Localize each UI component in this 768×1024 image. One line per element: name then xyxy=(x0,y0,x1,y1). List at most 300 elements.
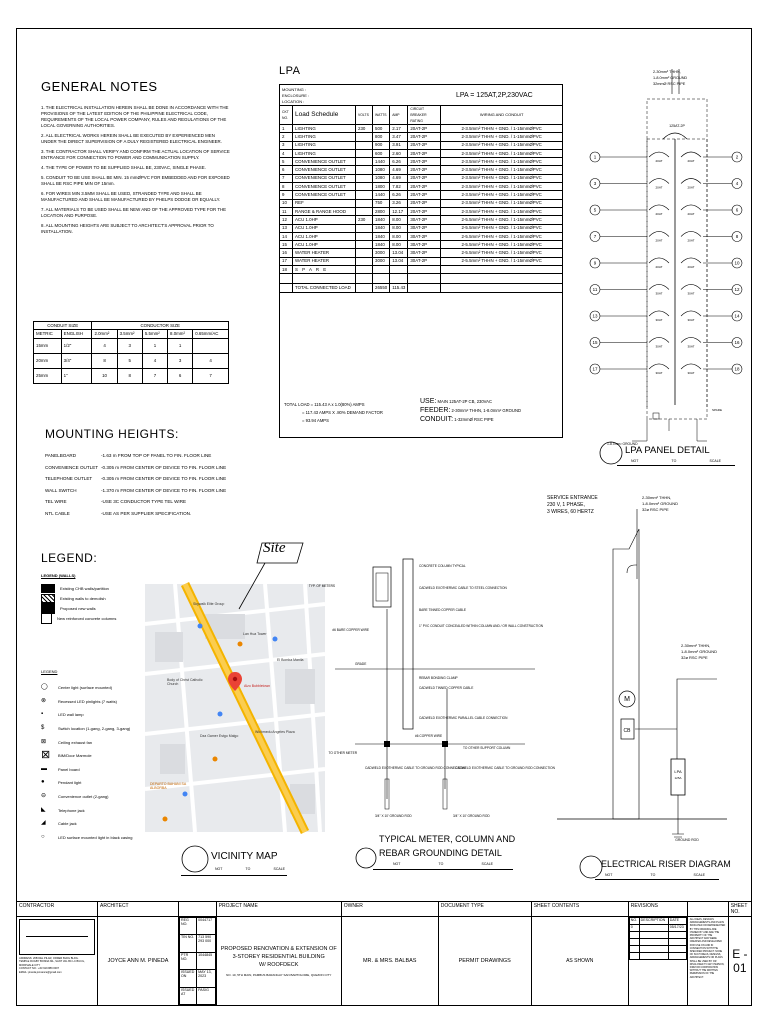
pinlight-icon: ⊗ xyxy=(41,697,47,704)
lpa-sub-label: 125A xyxy=(674,776,682,780)
legend-electrical-item xyxy=(41,722,151,736)
table-cell xyxy=(356,266,373,274)
col-volts: VOLTS xyxy=(356,106,373,125)
mounting-row xyxy=(45,488,255,500)
table-cell: 1 xyxy=(142,338,167,353)
breaker-rating: 30AT xyxy=(687,291,695,296)
grounding-label: 3/4" X 10' GROUND ROD xyxy=(453,814,490,818)
sheet-no-label: SHEET NO. xyxy=(728,902,751,917)
table-cell: 20AT-2P xyxy=(408,141,441,149)
tin-label: TIN NO. xyxy=(180,935,197,952)
table-cell: 2-3.5mm² THHN + GND. / 1-15mmØPVC xyxy=(441,199,563,207)
table-cell: REF xyxy=(293,199,356,207)
table-cell: S P A R E xyxy=(293,266,356,274)
legend-electrical-label: Convenience outlet (2-gang) xyxy=(58,794,109,800)
table-cell: 2-5.5mm² THHN + GND. / 1-15mmØPVC xyxy=(441,249,563,257)
grounding-label: CADWELD EXOTHERMIC CABLE TO GROUND ROD CONNECTION xyxy=(365,766,465,770)
table-cell: CONVENIENCE OUTLET xyxy=(293,191,356,199)
table-cell: 800 xyxy=(373,133,390,141)
col-load: Load Schedule xyxy=(293,106,356,125)
table-cell: 3.47 xyxy=(390,133,408,141)
table-cell: 2-3.5mm² THHN + GND. / 1-15mmØPVC xyxy=(441,191,563,199)
architect-name: JOYCE ANN M. PINEDA xyxy=(98,917,179,1006)
breaker-rating: 30AT xyxy=(687,344,695,349)
mounting-item-value: -0.305 m FROM CENTER OF DEVICE TO FIN. FLOOR LINE xyxy=(101,464,227,470)
col-watts: WATTS xyxy=(373,106,390,125)
conduit-col-header: 3.5mm² xyxy=(117,330,142,338)
grounding-label: 1" PVC CONDUIT CONCEALED WITHIN COLUMN AND / OR WALL CONSTRUCTION xyxy=(419,624,544,628)
legend-wall-item xyxy=(41,583,141,593)
table-row xyxy=(280,174,563,182)
legend-wall-item xyxy=(41,613,141,623)
mounting-item-label: WALL SWITCH xyxy=(45,487,77,493)
conduit-col-header: 8.0mm² xyxy=(168,330,193,338)
riser-title: ELECTRICAL RISER DIAGRAM xyxy=(601,859,731,869)
rev-0-no: 0 xyxy=(629,925,639,932)
legend-electrical-label: Recessed LED pinlights (7 watts) xyxy=(58,698,117,704)
conduit-value: 1-32mmØ RSC PIPE xyxy=(454,417,494,422)
table-row xyxy=(34,368,229,383)
ptr: 1044845 xyxy=(197,952,216,969)
table-cell: 17 xyxy=(280,257,293,265)
rev-0-date: 05/17/23 xyxy=(668,925,686,932)
table-cell: 3000 xyxy=(373,249,390,257)
center-light-icon: ◯ xyxy=(41,684,48,691)
load-calc-line: = 93.94 AMPS xyxy=(302,418,329,423)
mounting-row xyxy=(45,499,255,511)
circuit-number: 8 xyxy=(735,234,739,240)
general-note-item: 2. ALL ELECTRICAL WORKS HEREIN SHALL BE EXECUTED BY EXPERIENCED MEN UNDER THE DIRECT SUPERVISION OF A DULY REGISTERED ELECTRICAL ENGINEER. xyxy=(41,133,222,144)
table-cell xyxy=(356,199,373,207)
table-cell: 4.69 xyxy=(390,174,408,182)
table-cell: 30AT-2P xyxy=(408,249,441,257)
grounding-title-1: TYPICAL METER, COLUMN AND xyxy=(379,834,516,844)
table-cell: 15mm xyxy=(34,338,62,353)
issued-at-label: ISSUED AT xyxy=(180,987,197,1004)
circuit-number: 7 xyxy=(593,234,597,240)
grounding-label: GRADE xyxy=(355,662,367,666)
riser-top-note-line: 2-30mm² THHN, xyxy=(642,495,672,500)
table-cell: 600 xyxy=(373,149,390,157)
table-row xyxy=(280,191,563,199)
legend-electrical-item xyxy=(41,749,151,763)
table-cell: 3 xyxy=(117,338,142,353)
panel-top-note-line: 32mmØ RSC PIPE xyxy=(653,82,686,86)
general-notes-title: GENERAL NOTES xyxy=(41,79,158,94)
outlet-icon: ⊖ xyxy=(41,793,47,800)
breaker-rating: 20AT xyxy=(687,185,695,190)
table-cell: 2-5.5mm² THHN + GND. / 1-15mmØPVC xyxy=(441,241,563,249)
table-cell: 7 xyxy=(280,174,293,182)
lpa-location: LOCATION : xyxy=(282,99,305,104)
table-row xyxy=(34,353,229,368)
table-cell: 2-3.5mm² THHN + GND. / 1-15mmØPVC xyxy=(441,174,563,182)
col-ckt: CKT NO. xyxy=(280,106,293,125)
grounding-scale: NOT TO SCALE xyxy=(393,862,493,866)
conduit-col-header: 5.5mm² xyxy=(142,330,167,338)
title-block xyxy=(16,901,752,1006)
table-row xyxy=(280,241,563,249)
mounting-item-label: NTL CABLE xyxy=(45,510,70,516)
legend-electrical-label: LED surface mounted light in black casing xyxy=(58,834,133,840)
table-cell: 1080 xyxy=(373,166,390,174)
grounding-title-block xyxy=(373,831,516,870)
table-cell: 30AT-2P xyxy=(408,232,441,240)
table-cell: 1 xyxy=(280,125,293,133)
table-cell xyxy=(356,207,373,215)
reg-no: 0044717 xyxy=(197,918,216,935)
breaker-rating: 20AT xyxy=(687,265,695,269)
grounding-label: CADWELD EXOTHERMIC CABLE TO STEEL CONNECTION xyxy=(419,586,507,590)
breaker-rating: 30AT xyxy=(655,371,663,375)
contractor-address-line: EMAIL: pineda.jonnance@gmail.com xyxy=(19,970,62,974)
load-calc-line: TOTAL LOAD = 115.43 A x 1.0(80%) AMPS xyxy=(284,402,365,407)
breaker-rating: 20AT xyxy=(687,238,695,243)
table-cell xyxy=(356,133,373,141)
wall-swatch-icon xyxy=(41,584,55,593)
meter-label: M xyxy=(624,696,630,703)
architect-credentials xyxy=(179,917,216,1005)
table-cell: 4 xyxy=(142,353,167,368)
main-breaker-arc xyxy=(663,133,687,139)
table-row xyxy=(280,266,563,274)
table-cell: CONVENIENCE OUTLET xyxy=(293,174,356,182)
circuit-number: 10 xyxy=(734,260,740,266)
table-cell: 1/2" xyxy=(61,338,92,353)
table-cell: 18 xyxy=(280,266,293,274)
map-label: El Bomba Manila xyxy=(277,658,304,662)
map-label: Skywalk Elite Group xyxy=(193,602,225,606)
table-row xyxy=(280,166,563,174)
service-entrance-line: 230 V, 1 PHASE, xyxy=(547,502,585,508)
total-amp: 115.43 xyxy=(390,284,408,292)
table-cell: 15 xyxy=(280,241,293,249)
table-cell: 25mm xyxy=(34,368,62,383)
table-cell: 1800 xyxy=(373,183,390,191)
mounting-row xyxy=(45,511,255,523)
table-cell: ACU 1.0HP xyxy=(293,216,356,224)
table-row xyxy=(34,338,229,353)
circuit-number: 13 xyxy=(592,313,598,319)
legend-electrical-label: Center light (surface mounted) xyxy=(58,685,113,691)
table-cell: 20AT-2P xyxy=(408,125,441,133)
legend-electrical-label: Cable jack xyxy=(58,821,77,827)
table-cell: 4 xyxy=(92,338,117,353)
table-cell: CONVENIENCE OUTLET xyxy=(293,158,356,166)
project-line-2: 3-STOREY RESIDENTIAL BUILDING xyxy=(232,953,325,960)
table-cell xyxy=(390,266,408,274)
use-value: MAIN 125AT-2P CB, 230VAC xyxy=(437,399,492,404)
circuit-number: 12 xyxy=(734,287,740,293)
table-cell: 13 xyxy=(280,224,293,232)
feeder-label: FEEDER: xyxy=(420,407,451,414)
table-cell: 2-3.5mm² THHN + GND. / 1-15mmØPVC xyxy=(441,183,563,191)
table-cell: 5 xyxy=(280,158,293,166)
mounting-item-value: -1.63 m FROM TOP OF PANEL TO FIN. FLOOR LINE xyxy=(101,453,212,458)
owner-label: OWNER xyxy=(341,902,438,917)
table-cell: 13.04 xyxy=(390,249,408,257)
breaker-rating: 20AT xyxy=(655,265,663,269)
table-row xyxy=(280,216,563,224)
circuit-number: 1 xyxy=(593,154,597,160)
spare-label: SPARE xyxy=(712,408,722,412)
issued-on-label: ISSUED ON xyxy=(180,970,197,987)
mounting-item-value: -USE 3C CONDUCTOR TYPE TEL WIRE xyxy=(101,499,187,504)
legend-title: LEGEND: xyxy=(41,551,98,565)
conduit-col-header: 2.0mm² xyxy=(92,330,117,338)
breaker-rating: 20AT xyxy=(655,238,663,243)
total-watts: 26550 xyxy=(373,284,390,292)
drawing-sheet xyxy=(16,28,752,1006)
legend-walls-list xyxy=(41,583,141,623)
mounting-item-value: -USE AS PER SUPPLIER SPECIFICATION. xyxy=(101,510,192,516)
table-cell: 20AT-2P xyxy=(408,166,441,174)
table-cell: 13.04 xyxy=(390,257,408,265)
cb-label: CB xyxy=(623,728,631,734)
sheet-contents: AS SHOWN xyxy=(531,917,628,1006)
revisions-label: REVISIONS xyxy=(628,902,687,917)
architect-label: ARCHITECT xyxy=(98,902,179,917)
table-cell: CONVENIENCE OUTLET xyxy=(293,183,356,191)
grounding-detail-diagram xyxy=(308,529,555,829)
breaker-rating: 20AT xyxy=(655,185,663,190)
table-cell xyxy=(356,232,373,240)
circuit-number: 2 xyxy=(735,154,739,160)
table-cell: 1840 xyxy=(373,241,390,249)
exhaust-fan-icon: ⊠ xyxy=(41,738,47,745)
breaker-rating: 30AT xyxy=(687,318,695,322)
table-cell xyxy=(356,149,373,157)
table-row xyxy=(280,158,563,166)
table-cell: RANGE & RANGE HOOD xyxy=(293,207,356,215)
rev-date-label: DATE xyxy=(668,918,686,925)
ground-rod-label: GROUND ROD xyxy=(675,838,699,842)
breaker-rating: 30AT xyxy=(655,344,663,349)
map-label: Dza Gamer Estgo Malgo xyxy=(200,734,239,738)
grounding-label: CADWELD EXOTHERMIC CABLE TO GROUND ROD CONNECTION xyxy=(455,766,555,770)
reg-no-label: REG NO. xyxy=(180,918,197,935)
map-label: DEPARTO BAHANI SA ALBORBA xyxy=(150,782,186,790)
table-row xyxy=(280,125,563,133)
table-cell: LIGHTING xyxy=(293,141,356,149)
conduit-col-header: ENGLISH xyxy=(61,330,92,338)
table-cell xyxy=(193,338,229,353)
riser-top-note-line: 32ø RSC PIPE xyxy=(642,507,669,512)
issued-on: MAY 13, 2023 xyxy=(197,970,216,987)
general-note-item: 5. CONDUIT TO BE USE SHALL BE MIN. 15 mmØPVC FOR EMBEDDED AND FOR EXPOSED SHALL BE RSC PIPE MIN OF 15mm. xyxy=(41,175,230,186)
map-label: Body of Christ Catholic Church xyxy=(167,678,203,686)
concrete-column xyxy=(403,559,413,729)
general-note-item: 1. THE ELECTRICAL INSTALLATION HEREIN SHALL BE DONE IN ACCORDANCE WITH THE PROVISIONS OF THE LATEST EDITION OF THE PHILIPPINE ELECTRICAL CODE, REQUIREMENTS OF THE LOCAL POWER COMPANY, RULES AND REGULATIONS OF THE LOCAL GOVERNING AUTHORITIES. xyxy=(41,105,229,128)
panel-detail-title: LPA PANEL DETAIL xyxy=(625,445,710,456)
table-cell: 2.17 xyxy=(390,125,408,133)
circuit-number: 3 xyxy=(593,181,597,187)
table-cell: 2-3.5mm² THHN + GND. / 1-15mmØPVC xyxy=(441,125,563,133)
breaker-rating: 30AT xyxy=(655,318,663,322)
table-cell: 12 xyxy=(280,216,293,224)
legend-walls-title: LEGEND (WALLS) xyxy=(41,573,76,578)
table-cell: ACU 1.0HP xyxy=(293,224,356,232)
table-cell: 20AT-2P xyxy=(408,199,441,207)
riser-mid-note-line: 1-8.0mm² GROUND xyxy=(681,649,718,654)
breaker-rating: 30AT xyxy=(687,371,695,375)
riser-mid-note-line: 2-30mm² THHN, xyxy=(681,643,711,648)
meter-window xyxy=(376,573,388,601)
legend-electrical-item xyxy=(41,817,151,831)
table-cell: 2800 xyxy=(373,207,390,215)
contractor-address-line: CONTACT NO.: +63 919 889 0007 xyxy=(19,967,60,971)
table-cell: LIGHTING xyxy=(293,149,356,157)
breaker-rating: 20AT xyxy=(655,159,663,163)
table-cell: 3/4" xyxy=(61,353,92,368)
panel-top-note-line: 1-8.0mm² GROUND xyxy=(653,76,688,80)
feeder-line xyxy=(672,69,679,94)
switch-icon: $ xyxy=(41,725,45,732)
grounding-label: TO OTHER METER xyxy=(328,751,357,755)
lpa-schedule-frame xyxy=(279,84,563,438)
table-cell: 1" xyxy=(61,368,92,383)
legend-electrical-item xyxy=(41,831,151,845)
lpa-enclosure: ENCLOSURE : xyxy=(282,93,310,98)
table-cell: 2-3.5mm² THHN + GND. / 1-15mmØPVC xyxy=(441,149,563,157)
legend-wall-label: Existing CHB walls/partition xyxy=(60,585,109,591)
map-graphic xyxy=(145,584,325,832)
table-cell: 10 xyxy=(92,368,117,383)
lpa-mounting: MOUNTING : xyxy=(282,87,306,92)
legend-electrical-item xyxy=(41,708,151,722)
table-cell: 2-3.5mm² THHN + GND. / 1-15mmØPVC xyxy=(441,166,563,174)
vicinity-scale: NOT TO SCALE xyxy=(215,867,285,871)
issued-at: PASIG xyxy=(197,987,216,1004)
legend-electrical-item xyxy=(41,803,151,817)
grounding-label: REBAR BONDING CLAMP xyxy=(419,676,458,680)
table-cell: 8 xyxy=(92,353,117,368)
grounding-label: CADWELD TINNED COPPER CABLE xyxy=(419,686,474,690)
owner-name: MR. & MRS. BALBAS xyxy=(341,917,438,1006)
table-row xyxy=(280,183,563,191)
site-label: Site xyxy=(263,540,286,556)
table-cell: 9 xyxy=(280,191,293,199)
riser-diagram xyxy=(557,489,737,842)
legend-electrical-item xyxy=(41,695,151,709)
table-cell: 8 xyxy=(117,368,142,383)
table-row xyxy=(280,133,563,141)
table-row xyxy=(280,232,563,240)
mounting-heights-title: MOUNTING HEIGHTS: xyxy=(45,427,179,441)
riser-scale: NOT TO SCALE xyxy=(605,873,705,877)
grounding-label: BARE TINNED COPPER CABLE xyxy=(419,608,467,612)
tin: 713 590 293 000 xyxy=(197,935,216,952)
table-cell: ACU 1.0HP xyxy=(293,241,356,249)
mounting-item-value: -1.370 m FROM CENTER OF DEVICE TO FIN. FLOOR LINE xyxy=(101,487,227,493)
marmole-icon: ⊠ xyxy=(41,749,51,762)
panel-boundary xyxy=(647,139,707,409)
table-cell: 2-3.5mm² THHN + GND. / 1-15mmØPVC xyxy=(441,158,563,166)
panel-detail-title-block xyxy=(617,443,735,466)
ground-conductor xyxy=(355,609,525,799)
map-label: Lan Hua Tower xyxy=(243,632,267,636)
rev-desc-label: DESCRIPTION xyxy=(639,918,668,925)
table-cell: 1840 xyxy=(373,224,390,232)
service-drop xyxy=(627,565,637,573)
copyright-disclaimer: ALL IDEAS, DESIGNS ARRANGEMENTS AND PLANS INDICATED OR REPRESENTED BY THIS DRAWING ARE OWNED BY AND ARE THE PROPERTY OF THE ARCHITECT AND WERE CREATED AND DEVELOPED FOR USE ON AND IN CONNECTION WITH THE SPECIFIED PROJECT. NONE OF SUCH IDEAS, DESIGNS, ARRANGEMENTS OR PLANS SHALL BE USED BY OR DISCLOSED TO ANY PERSON, FIRM OR CORPORATION WITHOUT THE WRITTEN PERMISSION OF THE ARCHITECT. xyxy=(687,917,728,1006)
table-cell: 2-3.5mm² THHN + GND. / 1-15mmØPVC xyxy=(441,141,563,149)
table-cell xyxy=(356,166,373,174)
wall-swatch-icon xyxy=(41,594,55,603)
general-note-item: 6. FOR WIRES MIN 3.5MM SHALL BE USED, STRANDED TYPE AND SHALL BE MANUFACTURED AND SHALL BE MANUFACTURED BY PHELPS DODGE OR EQUALLY. xyxy=(41,191,221,202)
table-cell: 7 xyxy=(193,368,229,383)
table-cell: 8.00 xyxy=(390,232,408,240)
general-note-item: 7. ALL MATERIALS TO BE USED SHALL BE NEW AND OF THE APPROVED TYPE FOR THE LOCATION AND PURPOSE. xyxy=(41,207,227,218)
lpa-load-table xyxy=(279,105,563,293)
grounding-label: TYP. OF METERS xyxy=(308,584,335,588)
legend-electrical-item xyxy=(41,776,151,790)
conduit-size-table xyxy=(33,321,229,384)
table-cell: 16 xyxy=(280,249,293,257)
sheet-contents-label: SHEET CONTENTS xyxy=(531,902,628,917)
table-cell: 1440 xyxy=(373,191,390,199)
grounding-label: #6 BARE COPPER WIRE xyxy=(332,628,369,632)
load-calc-line: = 117.43 AMPS X .80% DEMAND FACTOR xyxy=(302,410,383,415)
conduit-col-header: METRIC xyxy=(34,330,62,338)
table-cell: 2.60 xyxy=(390,149,408,157)
breaker-rating: 20AT xyxy=(655,212,663,216)
use-label: USE: xyxy=(420,398,437,405)
table-cell xyxy=(356,241,373,249)
table-cell: 20AT-2P xyxy=(408,149,441,157)
table-cell: 2-5.5mm² THHN + GND. / 1-15mmØPVC xyxy=(441,232,563,240)
table-row xyxy=(280,141,563,149)
legend-wall-label: Proposed new walls xyxy=(60,605,96,611)
riser-title-block xyxy=(595,857,731,880)
table-row xyxy=(280,249,563,257)
conduit-col-header: 0.65mm/AC xyxy=(193,330,229,338)
conduit-size-header: CONDUIT SIZE xyxy=(34,322,92,330)
circuit-number: 11 xyxy=(592,287,598,293)
table-cell: 2-3.5mm² THHN + GND. / 1-15mmØPVC xyxy=(441,207,563,215)
table-cell: 750 xyxy=(373,199,390,207)
contractor-address-line: TEMPLE RUGBY BONNA NIL, SANT VAL BC LC BUCIL, MORPHALE CITY xyxy=(19,960,85,967)
cable-jack-icon: ◢ xyxy=(41,820,46,827)
revisions-table xyxy=(629,917,687,960)
table-cell: LIGHTING xyxy=(293,133,356,141)
breaker-rating: 30AT xyxy=(655,291,663,296)
legend-electrical-label: Pendant light xyxy=(58,780,82,786)
table-cell: 6 xyxy=(168,368,193,383)
circuit-number: 16 xyxy=(734,340,740,346)
table-cell: 30AT-2P xyxy=(408,257,441,265)
rev-no-label: NO. xyxy=(629,918,639,925)
circuit-number: 9 xyxy=(593,260,597,266)
cadweld-joint xyxy=(384,741,390,747)
table-cell: 4 xyxy=(280,149,293,157)
map-label: Alzo Bubbletown xyxy=(244,684,271,688)
circuit-number: 6 xyxy=(735,207,739,213)
table-cell: 20mm xyxy=(34,353,62,368)
mounting-row xyxy=(45,465,255,477)
conductor-size-header: CONDUCTOR SIZE xyxy=(92,322,229,330)
table-cell: 230 xyxy=(356,216,373,224)
lpa-rating: LPA = 125AT,2P,230VAC xyxy=(456,92,533,99)
legend-wall-item xyxy=(41,593,141,603)
legend-wall-label: Existing walls to demolish xyxy=(60,595,106,601)
service-entrance-line: SERVICE ENTRANCE xyxy=(547,495,598,501)
table-cell: 6 xyxy=(280,166,293,174)
mounting-item-label: TELEPHONE OUTLET xyxy=(45,476,93,481)
project-address: NO. 10, 5TH MAIN, PAMBUS BARANGAY SAN BARTOLOME, QUEZON CITY xyxy=(226,972,332,977)
mounting-row xyxy=(45,476,255,488)
feeder-run xyxy=(635,679,717,759)
